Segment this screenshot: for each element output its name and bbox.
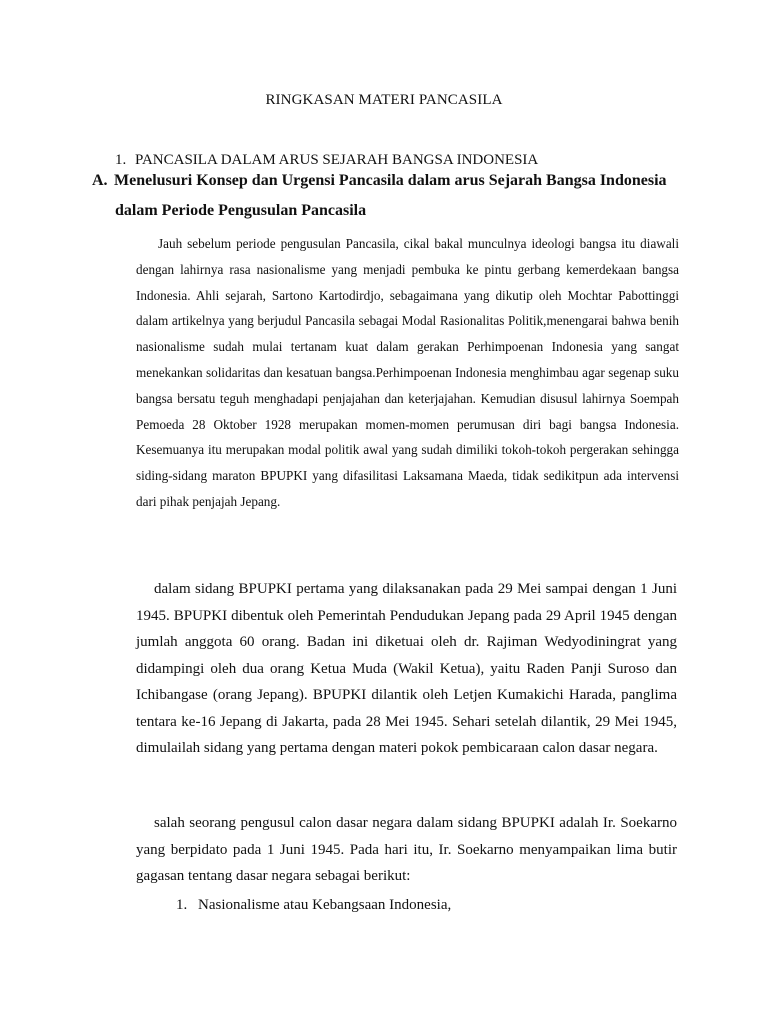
paragraph-2: dalam sidang BPUPKI pertama yang dilaksanakan pada 29 Mei sampai dengan 1 Juni 1945. BPUPKI dibentuk oleh Pemerintah Pendudukan Jepang pada 29 April 1945 dengan jumlah anggota 60 orang. Badan ini diketuai oleh dr. Rajiman Wedyodiningrat yang didampingi oleh dua orang Ketua Muda (Wakil Ketua), yaitu Raden Panji Suroso dan Ichibangase (orang Jepang). BPUPKI dilantik oleh Letjen Kumakichi Harada, panglima tentara ke-16 Jepang di Jakarta, pada 28 Mei 1945. Sehari setelah dilantik, 29 Mei 1945, dimulailah sidang yang pertama dengan materi pokok pembicaraan calon dasar negara. [136,581,677,756]
list-item [176,897,451,914]
subsection-heading-line1: Menelusuri Konsep dan Urgensi Pancasila dalam arus Sejarah Bangsa Indonesia [114,172,667,189]
list-item-number: 1. [176,897,188,913]
section-number: 1. [115,152,127,168]
document-title: RINGKASAN MATERI PANCASILA [265,92,503,108]
section-heading-text: PANCASILA DALAM ARUS SEJARAH BANGSA INDONESIA [135,152,539,168]
paragraph-1: Jauh sebelum periode pengusulan Pancasila, cikal bakal munculnya ideologi bangsa itu diawali dengan lahirnya rasa nasionalisme yang menjadi pembuka ke pintu gerbang kemerdekaan bangsa Indonesia. Ahli sejarah, Sartono Kartodirdjo, sebagaimana yang dikutip oleh Mochtar Pabottinggi dalam artikelnya yang berjudul Pancasila sebagai Modal Rasionalitas Politik,menengarai bahwa benih nasionalisme sudah mulai tertanam kuat dalam gerakan Perhimpoenan Indonesia yang sangat menekankan solidaritas dan kesatuan bangsa.Perhimpoenan Indonesia menghimbau agar segenap suku bangsa bersatu teguh menghadapi penjajahan dan keterjajahan. Kemudian disusul lahirnya Soempah Pemoeda 28 Oktober 1928 merupakan momen-momen perumusan diri bagi bangsa Indonesia. Kesemuanya itu merupakan modal politik awal yang sudah dimiliki tokoh-tokoh pergerakan sehingga siding-sidang maraton BPUPKI yang difasilitasi Laksamana Maeda, tidak sedikitpun ada intervensi dari pihak penjajah Jepang. [136,236,679,509]
list-item-text: Nasionalisme atau Kebangsaan Indonesia, [198,897,452,913]
section-heading [115,152,538,169]
paragraph-3: salah seorang pengusul calon dasar negara dalam sidang BPUPKI adalah Ir. Soekarno yang berpidato pada 1 Juni 1945. Pada hari itu, Ir. Soekarno menyampaikan lima butir gagasan tentang dasar negara sebagai berikut: [136,815,677,884]
subsection-letter: A. [92,172,108,189]
subsection-heading [92,172,667,190]
subsection-heading-line2: dalam Periode Pengusulan Pancasila [115,202,367,219]
